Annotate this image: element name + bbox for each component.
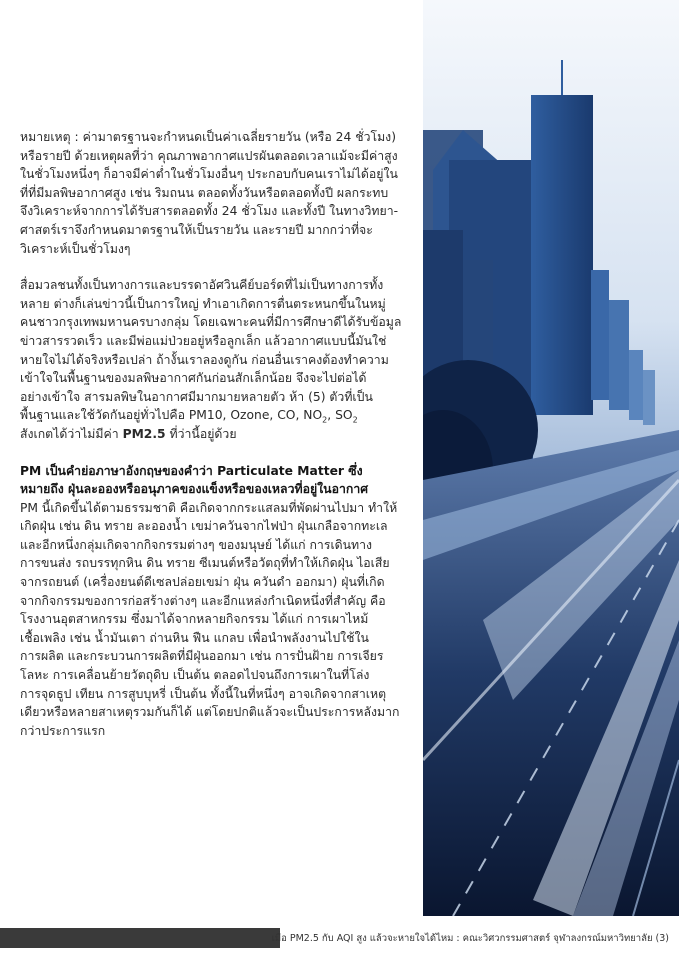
notice-text: สังเกตได้ว่าไม่มีค่า <box>20 426 123 441</box>
media-line: หลาย ต่างก็เล่นข่าวนี้เป็นการใหญ่ ทำเอาเกิดการตื่นตระหนกขึ้นในหมู่ <box>20 296 386 311</box>
media-paragraph <box>20 276 418 443</box>
pm-line: และอีกหนึ่งกลุ่มเกิดจากกิจกรรมต่างๆ ของมนุษย์ ได้แก่ การเดินทาง <box>20 537 373 552</box>
note-line: หรือรายปี ด้วยเหตุผลที่ว่า คุณภาพอากาศแปรผันตลอดเวลาแม้จะมีค่าสูง <box>20 148 398 163</box>
media-line: คนชาวกรุงเทพมหานครบางกลุ่ม โดยเฉพาะคนที่มีการศึกษาดีได้รับข้อมูล <box>20 315 402 330</box>
pm-line: จากกิจกรรมของการก่อสร้างต่างๆ และอีกแหล่งกำเนิดหนึ่งที่สำคัญ คือ <box>20 593 386 608</box>
city-highway-photo <box>423 0 679 916</box>
note-line: ศาสตร์เราจึงกำหนดมาตรฐานให้เป็นรายวัน และรายปี มากกว่าที่จะ <box>20 222 373 237</box>
pm-line: กว่าประการแรก <box>20 723 106 738</box>
pm-line: การผลิต และกระบวนการผลิตที่มีฝุ่นออกมา เช่น การปั่นฝ้าย การเจียร <box>20 649 384 664</box>
footer-bar <box>0 928 280 948</box>
pollutant-line <box>20 406 418 425</box>
note-line: จึงวิเคราะห์จากการได้รับสารตลอดทั้ง 24 ชั่วโมง และทั้งปี ในทางวิทยา- <box>20 204 399 219</box>
pm-heading-line: หมายถึง ฝุ่นละอองหรืออนุภาคของแข็งหรือของเหลวที่อยู่ในอากาศ <box>20 482 369 497</box>
city-highway-illustration <box>423 0 679 916</box>
text-column <box>20 128 418 740</box>
media-line: สื่อมวลชนทั้งเป็นทางการและบรรดาอัศวินคีย์บอร์ดที่ไม่เป็นทางการทั้ง <box>20 278 384 293</box>
note-paragraph <box>20 128 418 258</box>
no2-subscript: 2 <box>322 415 328 425</box>
media-line: ข่าวสารรวดเร็ว และมีพ่อแม่ป่วยอยู่หรือลูกเล็ก แล้วอากาศแบบนี้มันใช่ <box>20 333 387 348</box>
pm-heading-line: PM เป็นคำย่อภาษาอังกฤษของคำว่า Particulate Matter ซึ่ง <box>20 463 363 478</box>
note-line: วิเคราะห์เป็นชั่วโมงๆ <box>20 241 131 256</box>
footer-text: เมื่อ PM2.5 กับ AQI สูง แล้วจะหายใจได้ไหม : คณะวิศวกรรมศาสตร์ จุฬาลงกรณ์มหาวิทยาลัย (3) <box>271 933 669 944</box>
pm-line: เกิดฝุ่น เช่น ดิน ทราย ละอองน้ำ เขม่าควันจากไฟป่า ฝุ่นเกลือจากทะเล <box>20 519 388 534</box>
pm-line: PM นี้เกิดขึ้นได้ตามธรรมชาติ คือเกิดจากกระแสลมที่พัดผ่านไปมา ทำให้ <box>20 500 398 515</box>
pm-line: เชื้อเพลิง เช่น น้ำมันเตา ถ่านหิน ฟืน แกลบ เพื่อนำพลังงานไปใช้ใน <box>20 630 369 645</box>
media-line: เข้าใจในพื้นฐานของมลพิษอากาศกันก่อนสักเล็กน้อย จึงจะไปต่อได้ <box>20 371 367 386</box>
pm-line: จากรถยนต์ (เครื่องยนต์ดีเซลปล่อยเขม่า ฝุ่น ควันดำ ออกมา) ฝุ่นที่เกิด <box>20 575 385 590</box>
pm-line: โรงงานอุตสาหกรรม ซึ่งมาได้จากหลายกิจกรรม ได้แก่ การเผาไหม้ <box>20 612 369 627</box>
pm-line: โลหะ การเคลื่อนย้ายวัตถุดิบ เป็นต้น ตลอดไปจนถึงการเผาในที่โล่ง <box>20 668 370 683</box>
pm-paragraph <box>20 499 418 741</box>
page-footer <box>0 928 679 948</box>
note-line: ที่ที่มีมลพิษอากาศสูง เช่น ริมถนน ตลอดทั้งวันหรือตลอดทั้งปี ผลกระทบ <box>20 185 389 200</box>
note-line: ในชั่วโมงหนึ่งๆ ก็อาจมีค่าต่ำในชั่วโมงอื่นๆ ประกอบกับคนเราไม่ได้อยู่ใน <box>20 167 398 182</box>
note-line: หมายเหตุ : ค่ามาตรฐานจะกำหนดเป็นค่าเฉลี่ยรายวัน (หรือ 24 ชั่วโมง) <box>20 130 396 144</box>
pm-heading <box>20 462 418 499</box>
pollutant-text-so: , SO <box>327 408 353 423</box>
media-line: อย่างเข้าใจ สารมลพิษในอากาศมีมากมายหลายตัว ห้า (5) ตัวที่เป็น <box>20 389 373 404</box>
so2-subscript: 2 <box>352 415 358 425</box>
pollutant-text: พื้นฐานและใช้วัดกันอยู่ทั่วไปคือ PM10, Ozone, CO, NO <box>20 408 323 423</box>
notice-text-end: ที่ว่านี้อยู่ด้วย <box>165 426 237 441</box>
pm-line: เดียวหรือหลายสาเหตุรวมกันก็ได้ แต่โดยปกติแล้วจะเป็นประการหลังมาก <box>20 705 400 720</box>
pm-line: การจุดธูป เทียน การสูบบุหรี่ เป็นต้น ทั้งนี้ในที่หนึ่งๆ อาจเกิดจากสาเหตุ <box>20 686 387 701</box>
pm-line: การขนส่ง รถบรรทุกหิน ดิน ทราย ซีเมนต์หรือวัตถุที่ทำให้เกิดฝุ่น ไอเสีย <box>20 556 390 571</box>
notice-line <box>20 425 418 444</box>
media-line: หายใจไม่ได้จริงหรือเปล่า ถ้างั้นเราลองดูกัน ก่อนอื่นเราคงต้องทำความ <box>20 352 389 367</box>
pm25-bold: PM2.5 <box>122 426 166 441</box>
